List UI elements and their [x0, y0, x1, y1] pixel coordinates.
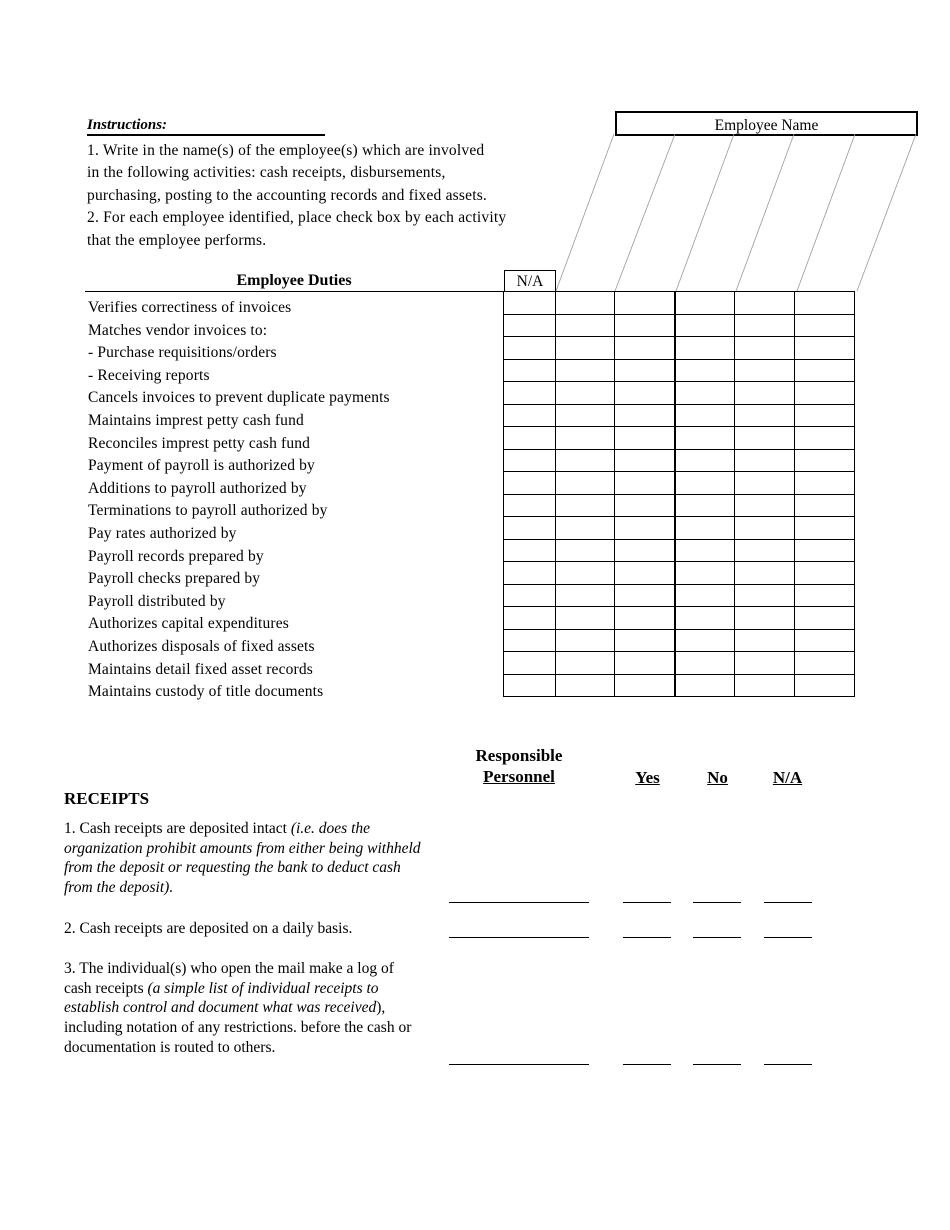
employee-checkbox[interactable]	[615, 607, 676, 630]
employee-checkbox[interactable]	[556, 652, 615, 675]
duty-row	[504, 359, 855, 382]
q1-na-blank[interactable]	[764, 902, 812, 903]
employee-checkbox[interactable]	[556, 539, 615, 562]
employee-checkbox[interactable]	[795, 404, 855, 427]
employee-checkbox[interactable]	[795, 584, 855, 607]
employee-checkbox[interactable]	[556, 337, 615, 360]
duty-label: Payroll checks prepared by	[88, 570, 261, 588]
duty-row	[504, 494, 855, 517]
employee-checkbox[interactable]	[556, 404, 615, 427]
employee-checkbox[interactable]	[556, 517, 615, 540]
question-2	[64, 919, 424, 939]
duty-row	[504, 607, 855, 630]
question-3-text-cont: ), including notation of any restrictions. before the cash or documentation is routed to others.	[64, 999, 412, 1056]
employee-checkbox[interactable]	[735, 517, 795, 540]
employee-checkbox[interactable]	[675, 472, 735, 495]
employee-checkbox[interactable]	[615, 674, 676, 697]
employee-checkbox[interactable]	[675, 584, 735, 607]
employee-checkbox[interactable]	[735, 449, 795, 472]
employee-checkbox[interactable]	[795, 292, 855, 315]
na-checkbox[interactable]	[504, 607, 556, 630]
employee-checkbox[interactable]	[735, 674, 795, 697]
duty-row	[504, 674, 855, 697]
employee-checkbox[interactable]	[675, 382, 735, 405]
duty-row	[504, 562, 855, 585]
duty-row	[504, 292, 855, 315]
employee-checkbox[interactable]	[556, 359, 615, 382]
duty-label: Authorizes capital expenditures	[88, 615, 289, 633]
yes-column-header: Yes	[635, 768, 660, 787]
na-checkbox[interactable]	[504, 292, 556, 315]
duty-label: Payment of payroll is authorized by	[88, 457, 315, 475]
employee-checkbox[interactable]	[735, 427, 795, 450]
duties-divider	[85, 291, 505, 292]
duty-row	[504, 652, 855, 675]
employee-checkbox[interactable]	[615, 292, 676, 315]
duty-label: - Purchase requisitions/orders	[88, 344, 277, 362]
employee-checkbox[interactable]	[615, 472, 676, 495]
employee-checkbox[interactable]	[795, 494, 855, 517]
duty-label: Cancels invoices to prevent duplicate payments	[88, 389, 390, 407]
instruction-line: 2. For each employee identified, place check box by each activity	[87, 209, 507, 226]
q2-personnel-blank[interactable]	[449, 937, 589, 938]
employee-checkbox[interactable]	[795, 427, 855, 450]
employee-checkbox[interactable]	[795, 607, 855, 630]
duty-row	[504, 539, 855, 562]
employee-checkbox[interactable]	[615, 517, 676, 540]
duty-label: Matches vendor invoices to:	[88, 321, 268, 339]
responsible-personnel-header	[445, 745, 593, 787]
employee-checkbox[interactable]	[735, 584, 795, 607]
employee-checkbox[interactable]	[675, 292, 735, 315]
employee-checkbox[interactable]	[795, 314, 855, 337]
receipts-section-title: RECEIPTS	[64, 789, 150, 808]
duty-row	[504, 472, 855, 495]
employee-checkbox[interactable]	[735, 382, 795, 405]
duty-row	[504, 584, 855, 607]
na-checkbox[interactable]	[504, 359, 556, 382]
employee-checkbox[interactable]	[735, 629, 795, 652]
question-3-note: (a simple list of individual receipts to establish control and document what was received	[64, 979, 379, 1017]
employee-checkbox[interactable]	[615, 562, 676, 585]
duty-label: Reconciles imprest petty cash fund	[88, 434, 311, 452]
employee-checkbox[interactable]	[735, 607, 795, 630]
employee-checkbox[interactable]	[735, 314, 795, 337]
duty-row	[504, 382, 855, 405]
na-checkbox[interactable]	[504, 472, 556, 495]
employee-duties-title: Employee Duties	[236, 272, 352, 289]
na-checkbox[interactable]	[504, 652, 556, 675]
employee-checkbox[interactable]	[556, 629, 615, 652]
q2-yes-blank[interactable]	[623, 937, 671, 938]
q2-na-blank[interactable]	[764, 937, 812, 938]
duty-row	[504, 314, 855, 337]
duty-label: Authorizes disposals of fixed assets	[88, 638, 315, 655]
na-checkbox[interactable]	[504, 314, 556, 337]
employee-checkbox[interactable]	[675, 517, 735, 540]
employee-checkbox[interactable]	[675, 607, 735, 630]
na-checkbox[interactable]	[504, 337, 556, 360]
na-checkbox[interactable]	[504, 404, 556, 427]
employee-checkbox[interactable]	[675, 314, 735, 337]
duty-label: Additions to payroll authorized by	[88, 479, 307, 497]
employee-checkbox[interactable]	[735, 562, 795, 585]
employee-checkbox[interactable]	[615, 404, 676, 427]
instructions-heading: Instructions:	[87, 117, 325, 136]
na-checkbox[interactable]	[504, 674, 556, 697]
employee-checkbox[interactable]	[556, 292, 615, 315]
responsible-label: Responsible	[475, 746, 563, 765]
na-column-header-checklist: N/A	[772, 768, 803, 787]
q3-personnel-blank[interactable]	[449, 1064, 589, 1065]
employee-checkbox[interactable]	[615, 314, 676, 337]
duty-label: Maintains detail fixed asset records	[88, 660, 313, 678]
employee-checkbox[interactable]	[615, 539, 676, 562]
duty-row	[504, 629, 855, 652]
employee-checkbox[interactable]	[615, 652, 676, 675]
question-1	[64, 819, 424, 898]
duty-label: Verifies correctiness of invoices	[88, 299, 292, 316]
q1-yes-blank[interactable]	[623, 902, 671, 903]
employee-checkbox[interactable]	[556, 562, 615, 585]
employee-checkbox[interactable]	[675, 562, 735, 585]
q3-yes-blank[interactable]	[623, 1064, 671, 1065]
duty-label: - Receiving reports	[88, 366, 210, 384]
employee-checkbox[interactable]	[795, 337, 855, 360]
na-checkbox[interactable]	[504, 629, 556, 652]
employee-checkbox[interactable]	[556, 427, 615, 450]
duty-label: Payroll records prepared by	[88, 547, 264, 565]
duty-row	[504, 404, 855, 427]
employee-checkbox[interactable]	[556, 382, 615, 405]
employee-name-diagonals	[0, 0, 950, 300]
instruction-line: in the following activities: cash receipts, disbursements,	[87, 164, 446, 181]
na-checkbox[interactable]	[504, 584, 556, 607]
employee-checkbox[interactable]	[795, 674, 855, 697]
instruction-line: purchasing, posting to the accounting records and fixed assets.	[87, 187, 488, 204]
employee-checkbox[interactable]	[675, 674, 735, 697]
q3-na-blank[interactable]	[764, 1064, 812, 1065]
employee-checkbox[interactable]	[735, 539, 795, 562]
employee-checkbox[interactable]	[615, 449, 676, 472]
employee-checkbox[interactable]	[615, 584, 676, 607]
na-checkbox[interactable]	[504, 517, 556, 540]
question-3	[64, 959, 424, 1058]
employee-checkbox[interactable]	[556, 449, 615, 472]
employee-checkbox[interactable]	[675, 539, 735, 562]
employee-checkbox[interactable]	[675, 652, 735, 675]
duty-row	[504, 449, 855, 472]
employee-checkbox[interactable]	[795, 539, 855, 562]
employee-checkbox[interactable]	[735, 404, 795, 427]
question-1-note: (i.e. does the organization prohibit amounts from either being withheld from the deposit or requesting the bank to deduct cash from the deposit).	[64, 820, 421, 897]
employee-checkbox[interactable]	[556, 472, 615, 495]
employee-checkbox[interactable]	[795, 517, 855, 540]
na-checkbox[interactable]	[504, 494, 556, 517]
q1-personnel-blank[interactable]	[449, 902, 589, 903]
no-column-header: No	[707, 768, 728, 787]
na-checkbox[interactable]	[504, 382, 556, 405]
employee-checkbox[interactable]	[556, 584, 615, 607]
na-checkbox[interactable]	[504, 562, 556, 585]
question-3-text: 3. The individual(s) who open the mail make a log of cash receipts	[64, 960, 394, 997]
employee-checkbox[interactable]	[735, 292, 795, 315]
q3-no-blank[interactable]	[693, 1064, 741, 1065]
employee-checkbox[interactable]	[795, 472, 855, 495]
employee-checkbox[interactable]	[795, 382, 855, 405]
q2-no-blank[interactable]	[693, 937, 741, 938]
employee-checkbox[interactable]	[675, 494, 735, 517]
employee-checkbox[interactable]	[795, 652, 855, 675]
employee-checkbox[interactable]	[675, 449, 735, 472]
duty-row	[504, 337, 855, 360]
employee-checkbox[interactable]	[615, 359, 676, 382]
na-checkbox[interactable]	[504, 427, 556, 450]
employee-checkbox[interactable]	[675, 404, 735, 427]
personnel-label: Personnel	[483, 767, 555, 786]
na-column-header: N/A	[504, 270, 556, 292]
employee-checkbox[interactable]	[556, 314, 615, 337]
na-checkbox[interactable]	[504, 539, 556, 562]
instruction-line: 1. Write in the name(s) of the employee(s) which are involved	[87, 142, 485, 159]
employee-checkbox[interactable]	[675, 337, 735, 360]
employee-checkbox[interactable]	[615, 427, 676, 450]
employee-checkbox[interactable]	[675, 359, 735, 382]
employee-checkbox[interactable]	[735, 494, 795, 517]
duty-label: Maintains custody of title documents	[88, 683, 324, 701]
employee-checkbox[interactable]	[795, 359, 855, 382]
employee-checkbox[interactable]	[675, 629, 735, 652]
employee-checkbox[interactable]	[615, 629, 676, 652]
employee-checkbox[interactable]	[795, 562, 855, 585]
employee-checkbox[interactable]	[675, 427, 735, 450]
employee-checkbox[interactable]	[556, 607, 615, 630]
employee-checkbox[interactable]	[735, 472, 795, 495]
duty-row	[504, 427, 855, 450]
employee-checkbox[interactable]	[615, 382, 676, 405]
employee-checkbox[interactable]	[556, 494, 615, 517]
q1-no-blank[interactable]	[693, 902, 741, 903]
question-1-text: 1. Cash receipts are deposited intact	[64, 820, 291, 837]
employee-checkbox[interactable]	[795, 449, 855, 472]
employee-checkbox[interactable]	[556, 674, 615, 697]
duty-label: Maintains imprest petty cash fund	[88, 412, 304, 429]
na-checkbox[interactable]	[504, 449, 556, 472]
employee-checkbox[interactable]	[795, 629, 855, 652]
duty-label: Pay rates authorized by	[88, 525, 237, 542]
employee-checkbox[interactable]	[615, 494, 676, 517]
employee-checkbox[interactable]	[735, 652, 795, 675]
question-2-text: 2. Cash receipts are deposited on a daily basis.	[64, 920, 353, 937]
duty-row	[504, 517, 855, 540]
employee-checkbox[interactable]	[735, 359, 795, 382]
employee-checkbox[interactable]	[615, 337, 676, 360]
duty-label: Payroll distributed by	[88, 592, 226, 610]
employee-name-header: Employee Name	[615, 111, 918, 136]
duties-check-grid	[503, 291, 855, 697]
employee-checkbox[interactable]	[735, 337, 795, 360]
duty-label: Terminations to payroll authorized by	[88, 502, 328, 520]
instruction-line: that the employee performs.	[87, 232, 267, 249]
